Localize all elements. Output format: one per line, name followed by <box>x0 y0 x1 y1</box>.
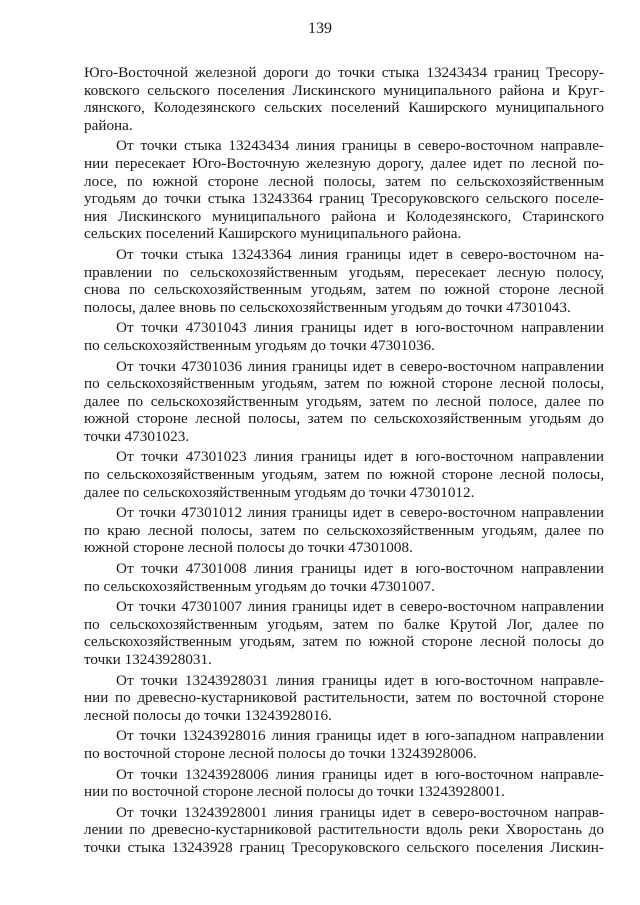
text-line: по сельскохозяйственным угодьям до точки 47301007. <box>84 577 435 595</box>
text-line: лосе, по южной стороне лесной полосы, затем по сельскохозяйственным <box>84 172 604 190</box>
text-line: сельскохозяйственным угодьям, затем по южной стороне лесной полосы до <box>84 633 604 651</box>
document-body <box>84 64 604 860</box>
text-line: южной стороне лесной полосы до точки 47301008. <box>84 539 413 557</box>
text-line: От точки стыка 13243364 линия границы идет в северо-восточном на- <box>116 245 604 263</box>
text-line: От точки 13243928016 линия границы идет в юго-западном направлении <box>116 727 604 745</box>
text-line: нии пересекает Юго-Восточную железную дорогу, далее идет по лесной по- <box>84 154 604 172</box>
text-line: по сельскохозяйственным угодьям, затем по балке Крутой Лог, далее по <box>84 615 604 633</box>
text-line: снова по сельскохозяйственным угодьям, затем по южной стороне лесной <box>84 281 604 299</box>
paragraph <box>84 504 604 557</box>
text-line: От точки 47301008 линия границы идет в юго-восточном направлении <box>116 560 604 578</box>
text-line: От точки 13243928031 линия границы идет в юго-восточном направле- <box>116 671 604 689</box>
text-line: по краю лесной полосы, затем по сельскохозяйственным угодьям, далее по <box>84 521 604 539</box>
text-line: полосы, далее вновь по сельскохозяйственным угодьям до точки 47301043. <box>84 298 571 316</box>
text-line: по сельскохозяйственным угодьям, затем по южной стороне лесной полосы, <box>84 466 604 484</box>
text-line: От точки 13243928001 линия границы идет в северо-восточном направ- <box>116 803 604 821</box>
text-line: точки 47301023. <box>84 427 190 445</box>
text-line: От точки 47301036 линия границы идет в северо-восточном направлении <box>116 357 604 375</box>
text-line: От точки 47301043 линия границы идет в юго-восточном направлении <box>116 319 604 337</box>
text-line: От точки 47301012 линия границы идет в северо-восточном направлении <box>116 504 604 522</box>
text-line: Юго-Восточной железной дороги до точки стыка 13243434 границ Тресору- <box>84 64 604 81</box>
text-line: лянского, Колодезянского сельских поселений Каширского муниципального <box>84 99 604 117</box>
text-line: угодьям до точки стыка 13243364 границ Тресоруковского сельского поселе- <box>84 190 604 208</box>
text-line: ния Лискинского муниципального района и Колодезянского, Старинского <box>84 207 604 225</box>
paragraph <box>84 448 604 501</box>
paragraph <box>84 246 604 316</box>
paragraph <box>84 137 604 243</box>
text-line: по сельскохозяйственным угодьям, затем по южной стороне лесной полосы, <box>84 375 604 393</box>
page-number: 139 <box>308 20 332 37</box>
text-line: нии по древесно-кустарниковой растительности, затем по восточной стороне <box>84 689 604 707</box>
paragraph <box>84 64 604 134</box>
paragraph <box>84 560 604 595</box>
paragraph <box>84 672 604 725</box>
text-line: От точки 47301023 линия границы идет в юго-восточном направлении <box>116 448 604 466</box>
text-line: нии по восточной стороне лесной полосы до точки 13243928001. <box>84 783 505 801</box>
text-line: далее по сельскохозяйственным угодьям, затем по лесной полосе, далее по <box>84 392 604 410</box>
text-line: точки стыка 13243928 границ Тресоруковского сельского поселения Лискин- <box>84 838 604 856</box>
text-line: по сельскохозяйственным угодьям до точки 47301036. <box>84 336 435 354</box>
text-line: От точки стыка 13243434 линия границы в северо-восточном направле- <box>116 137 604 155</box>
text-line: далее по сельскохозяйственным угодьям до точки 47301012. <box>84 483 475 501</box>
paragraph <box>84 727 604 762</box>
text-line: района. <box>84 116 133 134</box>
paragraph <box>84 804 604 857</box>
text-line: точки 13243928031. <box>84 651 212 668</box>
paragraph <box>84 598 604 668</box>
paragraph <box>84 358 604 446</box>
text-line: От точки 47301007 линия границы идет в северо-восточном направлении <box>116 598 604 616</box>
text-line: правлении по сельскохозяйственным угодьям, пересекает лесную полосу, <box>84 263 604 281</box>
text-line: по восточной стороне лесной полосы до точки 13243928006. <box>84 744 477 762</box>
text-line: лении по древесно-кустарниковой растительности вдоль реки Хворостань до <box>84 821 604 839</box>
text-line: От точки 13243928006 линия границы идет в юго-восточном направле- <box>116 765 604 783</box>
text-line: лесной полосы до точки 13243928016. <box>84 706 332 724</box>
paragraph <box>84 766 604 801</box>
text-line: южной стороне лесной полосы, затем по сельскохозяйственным угодьям до <box>84 410 604 428</box>
text-line: сельских поселений Каширского муниципального района. <box>84 225 462 243</box>
text-line: ковского сельского поселения Лискинского муниципального района и Круг- <box>84 81 604 99</box>
paragraph <box>84 319 604 354</box>
